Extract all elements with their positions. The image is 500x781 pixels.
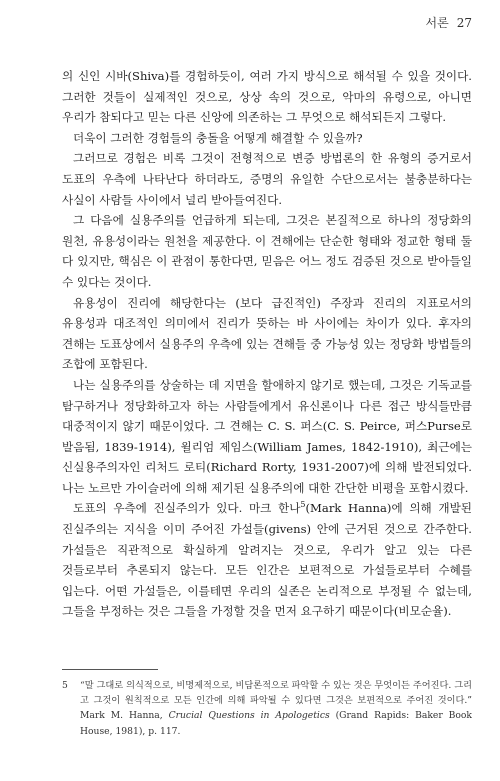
paragraph-1: 의 신인 시바(Shiva)를 경험하듯이, 여러 가지 방식으로 해석될 수 있을 것이다. 그러한 것들이 실제적인 것으로, 상상 속의 것으로, 악마의 유령으로, 아니면 우리가 참되다고 믿는 다른 신앙에 의존하는 그 무엇으로 해석되든지 그렇다. [62,69,472,125]
section-title: 서론 [425,16,449,30]
footnote-number: 5 [62,680,68,691]
footnote-text: “말 그대로 의식적으로, 비명제적으로, 비담론적으로 파악할 수 있는 것은 무엇이든 주어진다. 그리고 그것이 원칙적으로 모든 인간에 의해 파악될 수 있다면 그것은 보편적으로 주어진 것이다.” Mark M. Hanna, Crucial Questions in Apologetics (Grand Rapids: Baker Book House, 1981), p. 117. [80,680,473,737]
paragraph-7: 도표의 우측에 진실주의가 있다. 마크 한나$^5$(Mark Hanna)에 의해 개발된 진실주의는 지식을 이미 주어진 가설들(givens) 안에 근거된 것으로 간주한다. 가설들은 직관적으로 확실하게 알려지는 것으로, 우리가 알고 있는 다른 것들로부터 추론되지 않는다. 모든 인간은 보편적으로 가설들로부터 수혜를 입는다. 어떤 가설들은, 이를테면 우리의 실존은 논리적으로 부정될 수 없는데, 그들을 부정하는 것은 그들을 가정할 것을 먼저 요구하기 때문이다(비모순율). [62,500,472,619]
book-title: Crucial Questions in Apologetics [168,710,330,722]
paragraph-3: 그러므로 경험은 비록 그것이 전형적으로 변증 방법론의 한 유형의 증거로서 도표의 우측에 나타난다 하더라도, 증명의 유일한 수단으로서는 불충분하다는 사실이 사람들 사이에서 널리 받아들여진다. [62,151,472,207]
footnote-divider [62,669,158,670]
inline-note: (보다 급진적인 [235,295,317,310]
paragraph-5: 유용성이 진리에 해당한다는 (보다 급진적인) 주장과 진리의 지표로서의 유용성과 대조적인 의미에서 진리가 뜻하는 바 사이에는 차이가 있다. 후자의 견해는 도표상에서 실용주의 우측에 있는 견해들 중 가능성 있는 정당화 방법들의 조합에 포함된다. [62,295,473,372]
body-text [62,66,472,622]
page-number: 27 [456,16,472,30]
inline-note: (비모순율 [393,604,444,619]
paragraph-6: 나는 실용주의를 상술하는 데 지면을 할애하지 않기로 했는데, 그것은 기독교를 탐구하거나 정당화하고자 하는 사람들에게서 유신론이나 다른 접근 방식들만큼 대중적이지 않기 때문이었다. 그 견해는 C. S. 퍼스(C. S. Peirce, 퍼스Purse로 발음됨, 1839-1914), 윌리엄 제임스(William James, 1842-1910), 최근에는 신실용주의자인 리처드 로티(Richard Rorty, 1931-2007)에 의해 발전되었다. 나는 노르만 가이슬러에 의해 제기된 실용주의에 대한 간단한 비평을 포함시켰다. [62,377,472,495]
inline-note: 퍼스Purse로 발음됨, 1839-1914 [62,419,472,454]
paragraph-2: 더욱이 그러한 경험들의 충돌을 어떻게 해결할 수 있을까? [73,130,363,145]
paragraph-4: 그 다음에 실용주의를 언급하게 되는데, 그것은 본질적으로 하나의 정당화의 원천, 유용성이라는 원천을 제공한다. 이 견해에는 단순한 형태와 정교한 형태 둘 다 있지만, 핵심은 이 관점이 통한다면, 믿음은 어느 정도 검증된 것으로 받아들일 수 있다는 것이다. [62,213,472,289]
footnote [62,678,472,739]
footnote-marker[interactable]: 5 [300,500,306,510]
running-header [426,14,472,31]
